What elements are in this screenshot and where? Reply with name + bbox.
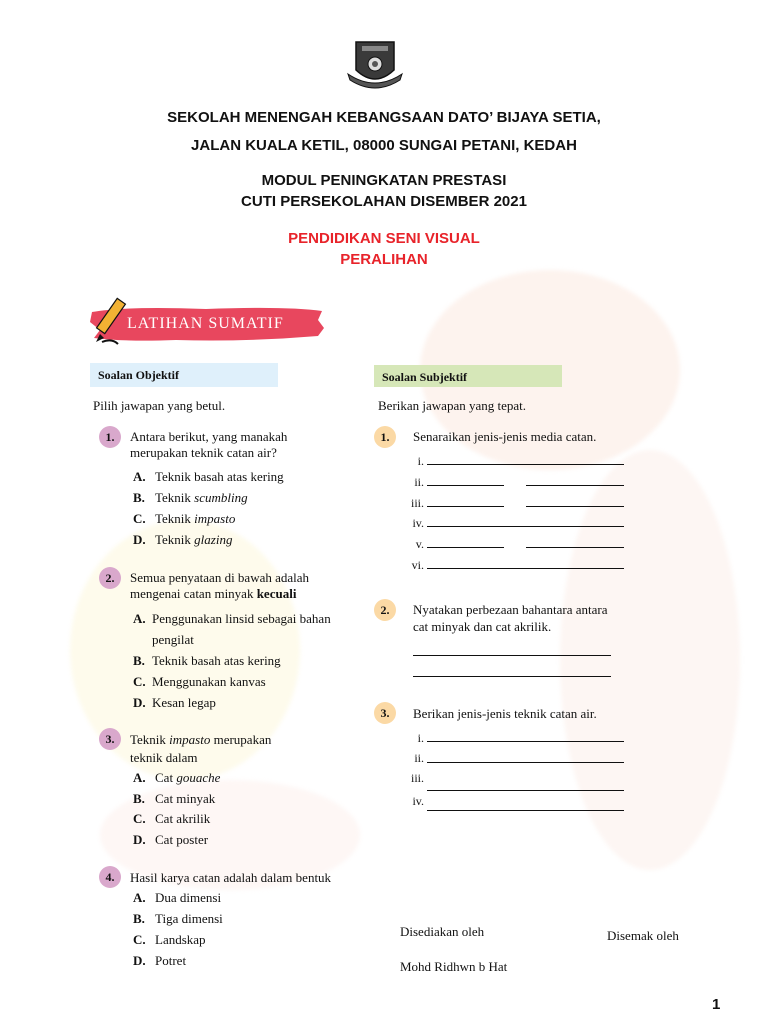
question-3-option-d[interactable]: D. Cat poster: [133, 832, 209, 847]
answer-roman-i: i.: [417, 731, 424, 745]
subjective-section-label: Soalan Subjektif: [374, 365, 562, 387]
answer-line[interactable]: [427, 547, 504, 548]
question-1-option-b[interactable]: B. Teknik scumbling: [133, 490, 248, 505]
background-blob: [560, 450, 740, 870]
question-3-text-line2: teknik dalam: [130, 750, 198, 765]
question-number-1: 1.: [99, 426, 121, 448]
checked-by-label: Disemak oleh: [607, 928, 679, 943]
answer-line[interactable]: [427, 464, 624, 465]
subjective-instruction: Berikan jawapan yang tepat.: [378, 398, 526, 413]
subjective-question-2-text-line1: Nyatakan perbezaan bahantara antara: [413, 602, 608, 617]
question-1-text-line2: merupakan teknik catan air?: [130, 445, 277, 460]
answer-line[interactable]: [526, 485, 624, 486]
question-1-option-c[interactable]: C. Teknik impasto: [133, 511, 236, 526]
subjective-question-number-2: 2.: [374, 599, 396, 621]
question-4-option-a[interactable]: A. Dua dimensi: [133, 890, 222, 905]
question-2-option-b[interactable]: B. Teknik basah atas kering: [133, 653, 281, 668]
answer-line[interactable]: [413, 676, 611, 677]
question-2-option-d[interactable]: D. Kesan legap: [133, 695, 216, 710]
answer-roman-iv: iv.: [412, 516, 424, 530]
school-name-line1: SEKOLAH MENENGAH KEBANGSAAN DATO’ BIJAYA SETIA,: [167, 109, 601, 126]
banner-label: LATIHAN SUMATIF: [127, 315, 284, 332]
answer-line[interactable]: [427, 762, 624, 763]
preparer-name: Mohd Ridhwn b Hat: [400, 959, 508, 974]
subjective-question-number-1: 1.: [374, 426, 396, 448]
question-2-option-c[interactable]: C. Menggunakan kanvas: [133, 674, 266, 689]
module-title-line2: CUTI PERSEKOLAHAN DISEMBER 2021: [241, 193, 527, 210]
answer-line[interactable]: [427, 526, 624, 527]
objective-section-label: Soalan Objektif: [90, 363, 278, 387]
question-1-text-line1: Antara berikut, yang manakah: [130, 429, 288, 444]
question-3-option-b[interactable]: B. Cat minyak: [133, 791, 216, 806]
answer-line[interactable]: [526, 547, 624, 548]
answer-line[interactable]: [427, 790, 624, 791]
subject-title-line2: PERALIHAN: [340, 251, 428, 268]
answer-line[interactable]: [427, 741, 624, 742]
question-number-4: 4.: [99, 866, 121, 888]
question-1-option-d[interactable]: D. Teknik glazing: [133, 532, 233, 547]
question-4-text-line1: Hasil karya catan adalah dalam bentuk: [130, 870, 332, 885]
answer-roman-i: i.: [417, 454, 424, 468]
question-2-text-line2: mengenai catan minyak kecuali: [130, 586, 297, 601]
objective-instruction: Pilih jawapan yang betul.: [93, 398, 226, 413]
question-3-option-a[interactable]: A. Cat gouache: [133, 770, 221, 785]
answer-line[interactable]: [427, 568, 624, 569]
answer-line[interactable]: [413, 655, 611, 656]
question-4-option-b[interactable]: B. Tiga dimensi: [133, 911, 223, 926]
question-number-3: 3.: [99, 728, 121, 750]
answer-line[interactable]: [526, 506, 624, 507]
page-number: 1: [712, 996, 721, 1013]
subjective-question-1-text: Senaraikan jenis-jenis media catan.: [413, 429, 597, 444]
question-4-option-c[interactable]: C. Landskap: [133, 932, 206, 947]
answer-line[interactable]: [427, 810, 624, 811]
answer-roman-iii: iii.: [410, 771, 424, 785]
answer-roman-ii: ii.: [414, 475, 424, 489]
answer-line[interactable]: [427, 485, 504, 486]
question-4-option-d[interactable]: D. Potret: [133, 953, 187, 968]
school-crest-logo: [342, 34, 408, 92]
question-number-2: 2.: [99, 567, 121, 589]
answer-roman-vi: vi.: [411, 558, 424, 572]
subject-title-line1: PENDIDIKAN SENI VISUAL: [288, 230, 480, 247]
answer-roman-iii: iii.: [410, 496, 424, 510]
module-title-line1: MODUL PENINGKATAN PRESTASI: [261, 172, 507, 189]
subjective-question-number-3: 3.: [374, 702, 396, 724]
question-2-text-line1: Semua penyataan di bawah adalah: [130, 570, 310, 585]
question-2-option-a[interactable]: A. Penggunakan linsid sebagai bahan: [133, 611, 331, 626]
question-2-option-a-cont: pengilat: [152, 632, 194, 647]
question-3-option-c[interactable]: C. Cat akrilik: [133, 811, 211, 826]
answer-roman-v: v.: [415, 537, 424, 551]
subjective-question-2-text-line2: cat minyak dan cat akrilik.: [413, 619, 552, 634]
prepared-by-label: Disediakan oleh: [400, 924, 485, 939]
answer-roman-iv: iv.: [412, 794, 424, 808]
question-1-option-a[interactable]: A. Teknik basah atas kering: [133, 469, 284, 484]
school-address-line2: JALAN KUALA KETIL, 08000 SUNGAI PETANI, KEDAH: [191, 137, 577, 154]
subjective-question-3-text: Berikan jenis-jenis teknik catan air.: [413, 706, 597, 721]
answer-line[interactable]: [427, 506, 504, 507]
question-3-text-line1: Teknik impasto merupakan: [130, 732, 272, 747]
answer-roman-ii: ii.: [414, 751, 424, 765]
